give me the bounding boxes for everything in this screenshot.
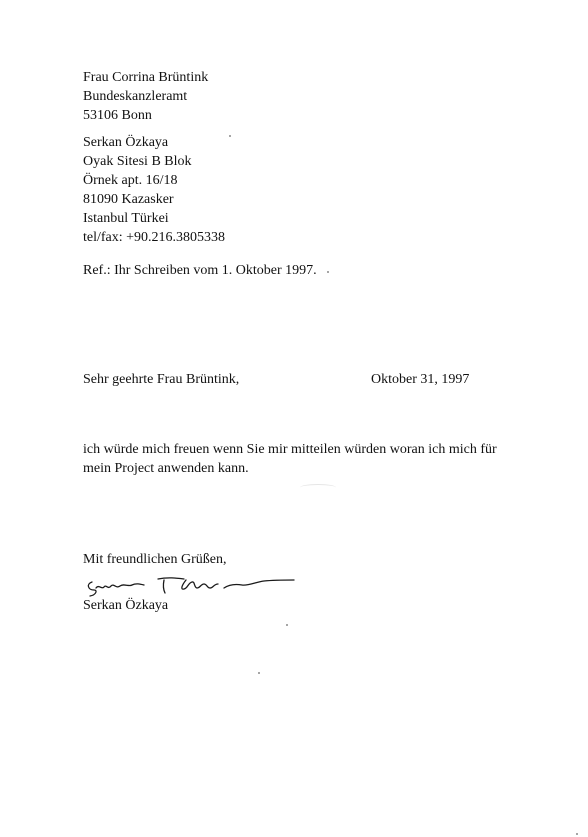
paper-speck (286, 624, 288, 626)
paper-speck (327, 271, 329, 273)
paper-speck (258, 672, 260, 674)
recipient-name: Frau Corrina Brüntink (83, 70, 209, 85)
signatory-name: Serkan Özkaya (83, 598, 169, 613)
paper-speck (229, 135, 231, 137)
sender-phone: tel/fax: +90.216.3805338 (83, 230, 226, 245)
salutation: Sehr geehrte Frau Brüntink, (83, 372, 240, 387)
paper-speck (576, 833, 578, 835)
recipient-city: 53106 Bonn (83, 108, 152, 123)
recipient-organization: Bundeskanzleramt (83, 89, 188, 104)
sender-street: Oyak Sitesi B Blok (83, 154, 192, 169)
reference-line: Ref.: Ihr Schreiben vom 1. Oktober 1997. (83, 263, 317, 278)
paper-smudge (300, 484, 336, 491)
sender-postcode: 81090 Kazasker (83, 192, 174, 207)
letter-date: Oktober 31, 1997 (371, 372, 470, 387)
body-line: ich würde mich freuen wenn Sie mir mitteilen würden woran ich mich für (83, 442, 497, 457)
closing: Mit freundlichen Grüßen, (83, 552, 227, 567)
sender-apartment: Örnek apt. 16/18 (83, 173, 178, 188)
letter-body (83, 440, 497, 478)
recipient-address (83, 68, 208, 125)
body-line: mein Project anwenden kann. (83, 461, 249, 476)
sender-name: Serkan Özkaya (83, 135, 169, 150)
sender-country: Istanbul Türkei (83, 211, 169, 226)
sender-address (83, 133, 225, 247)
